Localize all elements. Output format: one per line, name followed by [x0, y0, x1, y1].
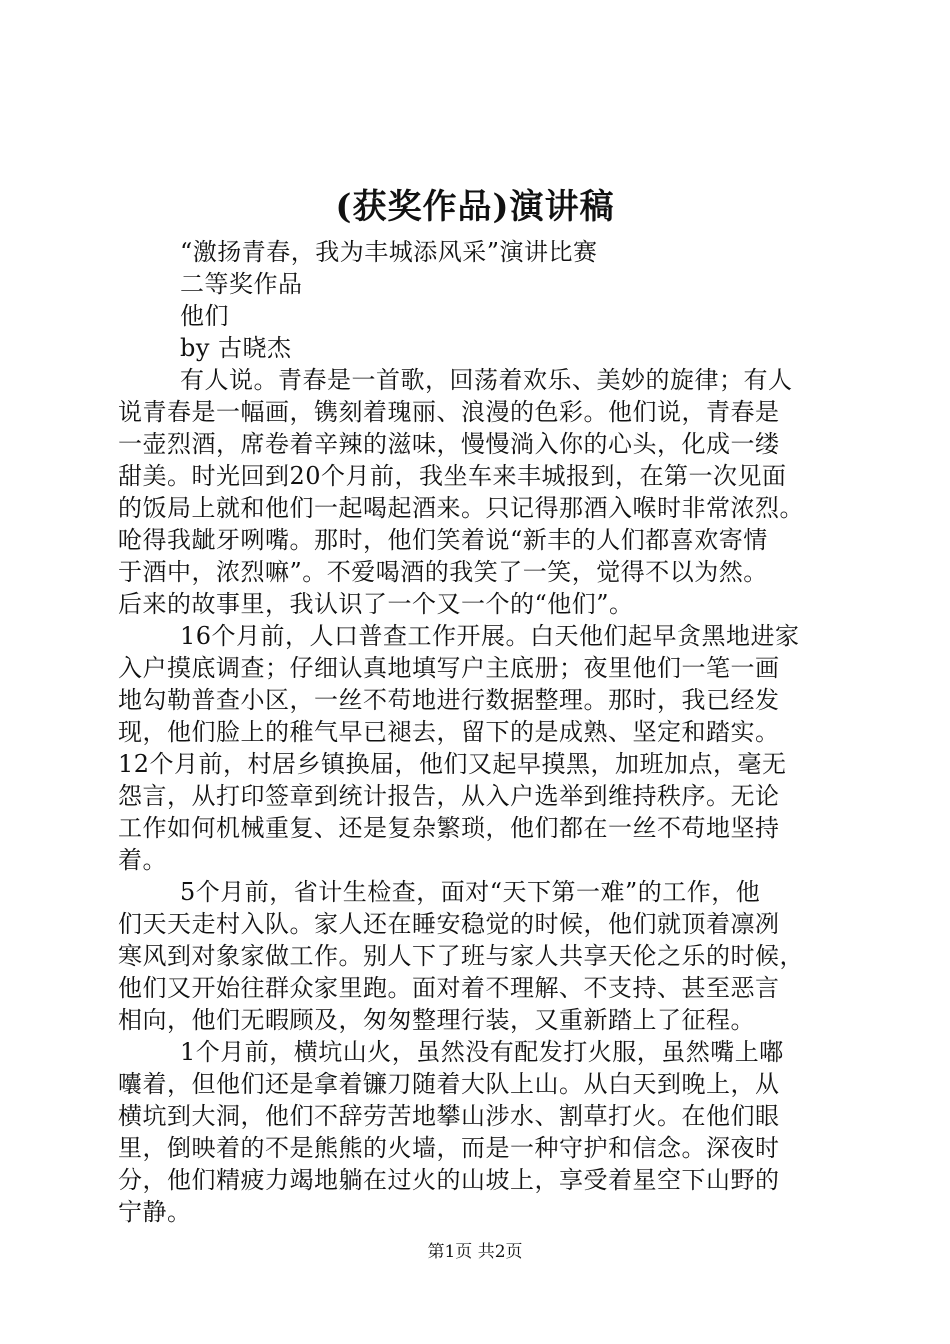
paragraph-line: 相向，他们无暇顾及，匆匆整理行装，又重新踏上了征程。	[118, 1006, 755, 1034]
paragraph-line: 一壶烈酒，席卷着辛辣的滋味，慢慢淌入你的心头，化成一缕	[118, 430, 780, 458]
paragraph-line: 们天天走村入队。家人还在睡安稳觉的时候，他们就顶着凛冽	[118, 910, 780, 938]
document-title: (获奖作品)演讲稿	[335, 187, 615, 227]
paragraph-line: 宁静。	[118, 1198, 192, 1226]
paragraph-line: 说青春是一幅画，镌刻着瑰丽、浪漫的色彩。他们说，青春是	[118, 398, 780, 426]
paragraph-2	[118, 620, 838, 876]
paragraph-line: 的饭局上就和他们一起喝起酒来。只记得那酒入喉时非常浓烈。	[118, 494, 804, 522]
author-line: by 古晓杰	[180, 334, 292, 362]
contest-name-line: “激扬青春，我为丰城添风采”演讲比赛	[180, 238, 598, 266]
paragraph-line: 于酒中，浓烈嘛”。不爱喝酒的我笑了一笑，觉得不以为然。	[118, 558, 768, 586]
document-body	[118, 236, 838, 1228]
paragraph-line: 5个月前，省计生检查，面对“天下第一难”的工作，他	[180, 878, 761, 906]
paragraph-line: 甜美。时光回到20个月前，我坐车来丰城报到，在第一次见面	[118, 462, 787, 490]
paragraph-3	[118, 876, 838, 1036]
speech-title-line: 他们	[180, 302, 229, 330]
paragraph-line: 有人说。青春是一首歌，回荡着欢乐、美妙的旋律；有人	[180, 366, 793, 394]
paragraph-4	[118, 1036, 838, 1228]
paragraph-line: 寒风到对象家做工作。别人下了班与家人共享天伦之乐的时候，	[118, 942, 804, 970]
paragraph-line: 12个月前，村居乡镇换届，他们又起早摸黑，加班加点，毫无	[118, 750, 787, 778]
paragraph-line: 横坑到大洞，他们不辞劳苦地攀山涉水、割草打火。在他们眼	[118, 1102, 780, 1130]
paragraph-line: 囔着，但他们还是拿着镰刀随着大队上山。从白天到晚上，从	[118, 1070, 780, 1098]
paragraph-line: 16个月前，人口普查工作开展。白天他们起早贪黑地进家	[180, 622, 800, 650]
paragraph-line: 后来的故事里，我认识了一个又一个的“他们”。	[118, 590, 634, 618]
paragraph-line: 现，他们脸上的稚气早已褪去，留下的是成熟、坚定和踏实。	[118, 718, 780, 746]
paragraph-1	[118, 364, 838, 620]
award-line: 二等奖作品	[180, 270, 303, 298]
paragraph-line: 他们又开始往群众家里跑。面对着不理解、不支持、甚至恶言	[118, 974, 780, 1002]
paragraph-line: 着。	[118, 846, 167, 874]
paragraph-line: 里，倒映着的不是熊熊的火墙，而是一种守护和信念。深夜时	[118, 1134, 780, 1162]
paragraph-line: 分，他们精疲力竭地躺在过火的山坡上，享受着星空下山野的	[118, 1166, 780, 1194]
paragraph-line: 工作如何机械重复、还是复杂繁琐，他们都在一丝不苟地坚持	[118, 814, 780, 842]
paragraph-line: 怨言，从打印签章到统计报告，从入户选举到维持秩序。无论	[118, 782, 780, 810]
paragraph-line: 1个月前，横坑山火，虽然没有配发打火服，虽然嘴上嘟	[180, 1038, 784, 1066]
paragraph-line: 呛得我龇牙咧嘴。那时，他们笑着说“新丰的人们都喜欢寄情	[118, 526, 768, 554]
page-footer: 第1页 共2页	[427, 1242, 523, 1262]
paragraph-line: 入户摸底调查；仔细认真地填写户主底册；夜里他们一笔一画	[118, 654, 780, 682]
paragraph-line: 地勾勒普查小区，一丝不苟地进行数据整理。那时，我已经发	[118, 686, 780, 714]
